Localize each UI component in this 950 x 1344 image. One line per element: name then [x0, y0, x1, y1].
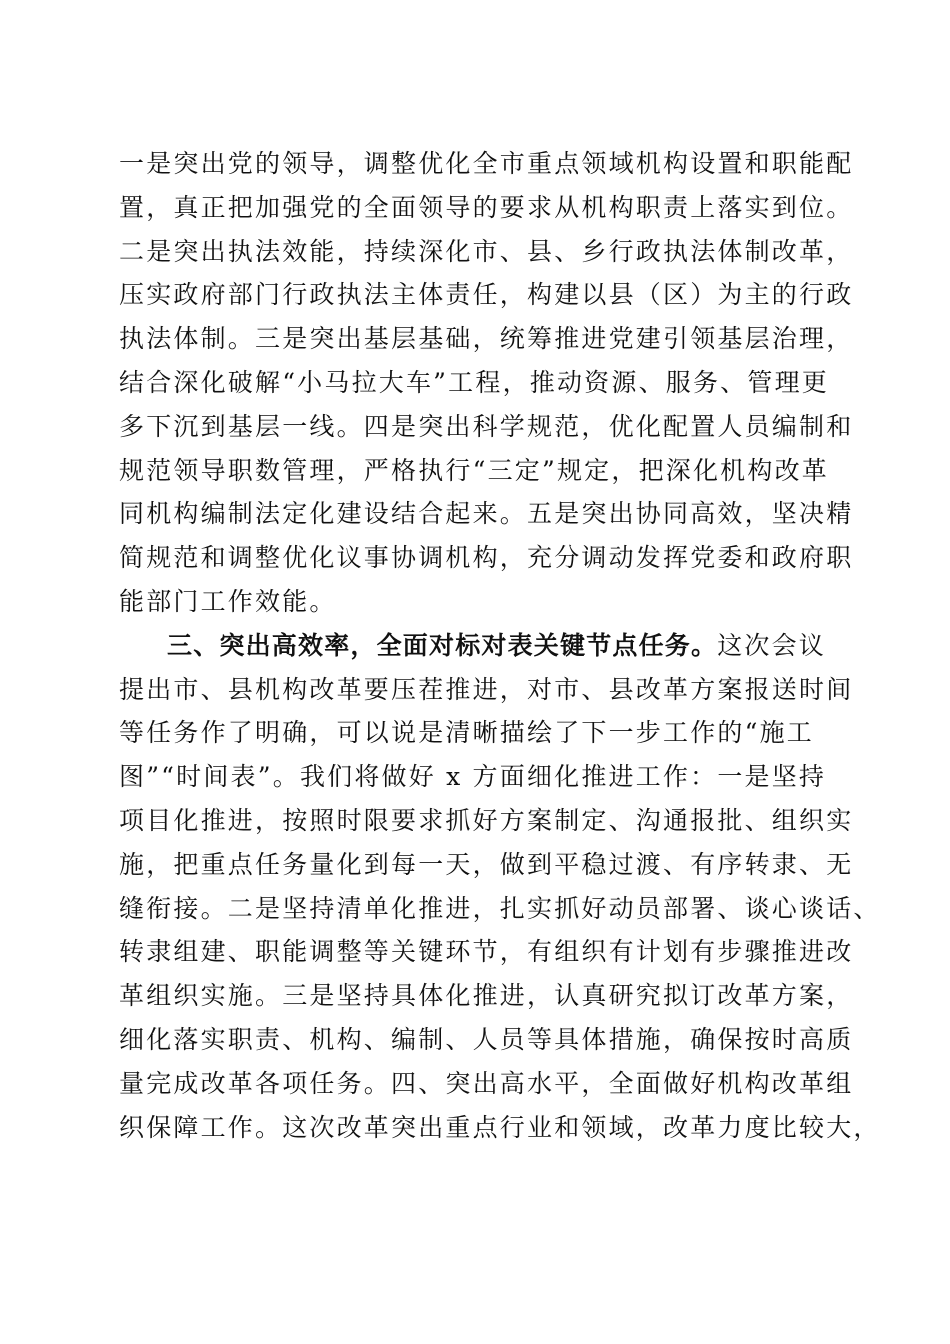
section-3-heading: 三、突出高效率，全面对标对表关键节点任务。: [167, 630, 718, 660]
paragraph-line: 革组织实施。三是坚持具体化推进，认真研究拟订改革方案，: [119, 981, 854, 1011]
paragraph-line: 执法体制。三是突出基层基础，统筹推进党建引领基层治理，: [119, 324, 854, 354]
paragraph-line: 量完成改革各项任务。四、突出高水平，全面做好机构改革组: [119, 1068, 854, 1098]
paragraph-line: 缝衔接。二是坚持清单化推进，扎实抓好动员部署、谈心谈话、: [119, 893, 881, 923]
paragraph-line: 项目化推进，按照时限要求抓好方案制定、沟通报批、组织实: [119, 805, 854, 835]
paragraph-line: 结合深化破解“小马拉大车”工程，推动资源、服务、管理更: [119, 367, 829, 397]
paragraph-line: 置，真正把加强党的全面领导的要求从机构职责上落实到位。: [119, 192, 854, 222]
paragraph-line: 一是突出党的领导，调整优化全市重点领域机构设置和职能配: [119, 149, 854, 178]
section-3-first-line-rest: 这次会议: [717, 630, 827, 660]
paragraph-line: 图”“时间表”。我们将做好 x 方面细化推进工作：一是坚持: [119, 762, 827, 792]
paragraph-line: 压实政府部门行政执法主体责任，构建以县（区）为主的行政: [119, 280, 854, 310]
paragraph-line: 提出市、县机构改革要压茬推进，对市、县改革方案报送时间: [119, 674, 854, 704]
paragraph-line: 多下沉到基层一线。四是突出科学规范，优化配置人员编制和: [119, 411, 854, 441]
paragraph-line: 简规范和调整优化议事协调机构，充分调动发挥党委和政府职: [119, 543, 854, 573]
paragraph-line: 施，把重点任务量化到每一天，做到平稳过渡、有序转隶、无: [119, 849, 854, 879]
section-3-first-line: [119, 624, 839, 668]
paragraph-line: 规范领导职数管理，严格执行“三定”规定，把深化机构改革: [119, 455, 829, 485]
paragraph-line: 织保障工作。这次改革突出重点行业和领域，改革力度比较大，: [119, 1112, 881, 1142]
paragraph-line: 同机构编制法定化建设结合起来。五是突出协同高效，坚决精: [119, 499, 854, 529]
paragraph-line: 能部门工作效能。: [119, 586, 337, 616]
paragraph-line: 等任务作了明确，可以说是清晰描绘了下一步工作的“施工: [119, 718, 814, 748]
paragraph-line: 细化落实职责、机构、编制、人员等具体措施，确保按时高质: [119, 1024, 854, 1054]
paragraph-line: 转隶组建、职能调整等关键环节，有组织有计划有步骤推进改: [119, 937, 854, 967]
document-body: [119, 142, 881, 1149]
paragraph-line: 二是突出执法效能，持续深化市、县、乡行政执法体制改革，: [119, 236, 854, 266]
